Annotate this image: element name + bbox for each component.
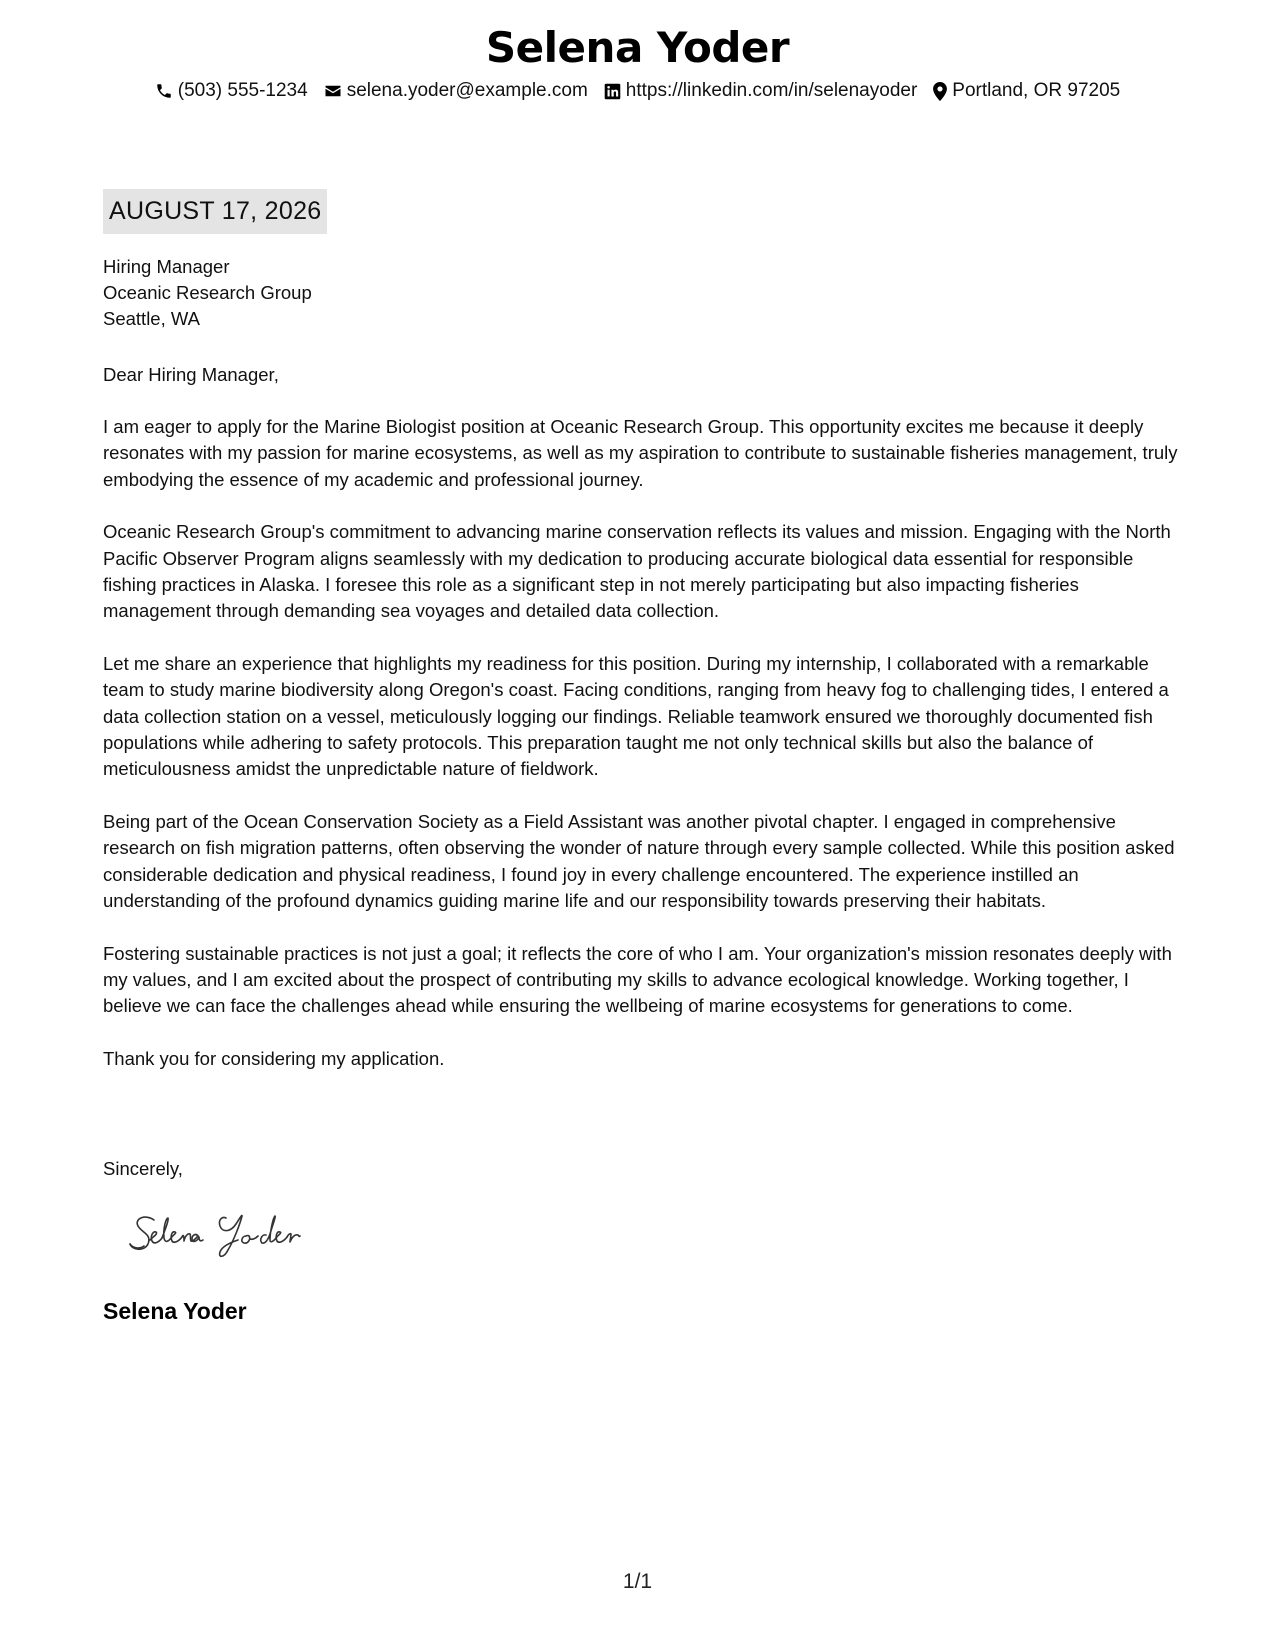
map-marker-icon [933,82,947,101]
contact-location [933,78,1120,104]
contact-info-bar [0,78,1275,104]
contact-linkedin [604,78,918,104]
envelope-icon [324,82,342,100]
contact-email [324,78,588,104]
body-paragraph: Let me share an experience that highlights my readiness for this position. During my internship, I collaborated with a remarkable team to study marine biodiversity along Oregon's coast. Facing conditions, ranging from heavy fog to challenging tides, I entered a data collection station on a vessel, meticulously logging our findings. Reliable teamwork ensured we thoroughly documented fish populations while adhering to safety protocols. This preparation taught me not only technical skills but also the balance of meticulousness amidst the unpredictable nature of fieldwork. [103,653,1169,780]
letter-body [103,414,1178,1099]
letter-date: AUGUST 17, 2026 [103,189,327,234]
email-text: selena.yoder@example.com [346,80,588,101]
page-number: 1/1 [622,1570,653,1593]
recipient-block [103,254,312,332]
location-text: Portland, OR 97205 [952,80,1121,101]
closing-line: Sincerely, [103,1158,183,1179]
body-paragraph: Oceanic Research Group's commitment to advancing marine conservation reflects its values and mission. Engaging with the North Pacific Observer Program aligns seamlessly with my dedication to producing accurate biological data essential for responsible fishing practices in Alaska. I foresee this role as a significant step in not merely participating but also impacting fisheries management through demanding sea voyages and detailed data collection. [103,521,1171,622]
body-paragraph: I am eager to apply for the Marine Biologist position at Oceanic Research Group. This opportunity excites me because it deeply resonates with my passion for marine ecosystems, as well as my aspiration to contribute to sustainable fisheries management, truly embodying the essence of my academic and professional journey. [103,416,1178,490]
recipient-company: Oceanic Research Group [103,282,312,303]
linkedin-text: https://linkedin.com/in/selenayoder [625,80,918,101]
handwritten-signature [128,1206,338,1266]
recipient-title: Hiring Manager [103,256,230,277]
signer-name: Selena Yoder [103,1298,247,1324]
salutation: Dear Hiring Manager, [103,364,279,385]
body-paragraph: Thank you for considering my application. [103,1048,445,1070]
phone-icon [155,82,173,100]
applicant-name-heading: Selena Yoder [485,23,790,72]
body-paragraph: Being part of the Ocean Conservation Society as a Field Assistant was another pivotal chapter. I engaged in comprehensive research on fish migration patterns, often observing the wonder of nature through every sample collected. While this position asked considerable dedication and physical readiness, I found joy in every challenge encountered. The experience instilled an understanding of the profound dynamics guiding marine life and our responsibility towards preserving their habitats. [103,811,1175,911]
recipient-location: Seattle, WA [103,308,200,329]
phone-text: (503) 555-1234 [177,80,308,101]
body-paragraph: Fostering sustainable practices is not just a goal; it reflects the core of who I am. Your organization's mission resonates deeply with my values, and I am excited about the prospect of contributing my skills to advance ecological knowledge. Working together, I believe we can face the challenges ahead while ensuring the wellbeing of marine ecosystems for generations to come. [103,942,1172,1017]
contact-phone [155,78,308,104]
linkedin-icon [604,83,621,100]
